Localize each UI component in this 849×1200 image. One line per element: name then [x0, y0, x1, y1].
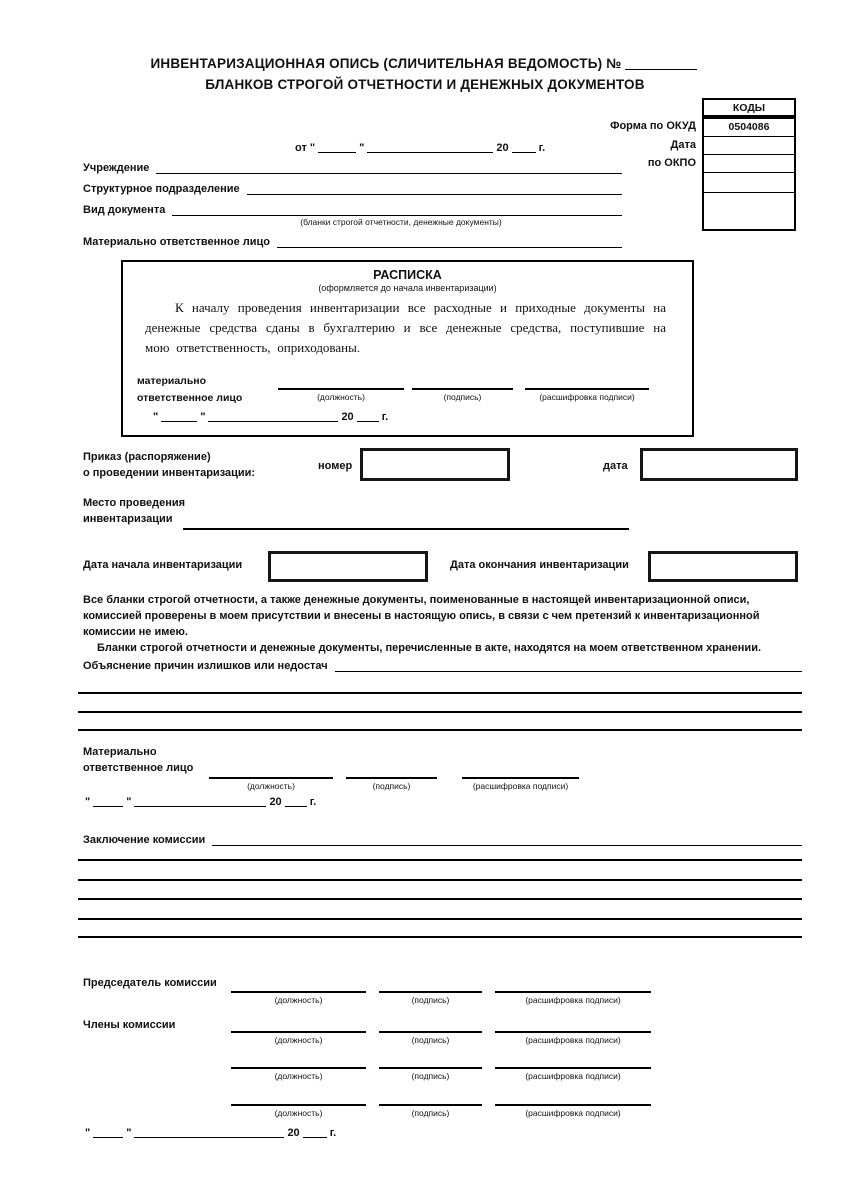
post-line[interactable]: [231, 1090, 366, 1106]
post-caption: (должность): [274, 1035, 323, 1045]
post-line[interactable]: [209, 763, 333, 779]
receipt-date-line: [153, 410, 388, 423]
post-caption: (должность): [274, 995, 323, 1005]
name-caption: (расшифровка подписи): [472, 781, 569, 791]
doc-type-row: [83, 200, 622, 216]
name-caption: (расшифровка подписи): [539, 392, 635, 402]
chairman-sig-sign: [379, 977, 482, 1005]
responsible2-label: [83, 745, 193, 777]
conclusion-field[interactable]: [212, 830, 802, 846]
receipt-sig-post: [278, 374, 404, 402]
year-blank[interactable]: [512, 141, 536, 153]
name-line[interactable]: [495, 1090, 651, 1106]
month-blank[interactable]: [367, 141, 493, 153]
responsible2-sig-name: [462, 763, 579, 791]
okpo-code-cell[interactable]: [704, 155, 794, 173]
name-caption: (расшифровка подписи): [525, 1108, 621, 1118]
explanation-field[interactable]: [335, 656, 802, 672]
member1-sig-sign: [379, 1017, 482, 1045]
chairman-label: Председатель комиссии: [83, 977, 217, 989]
year-blank[interactable]: [357, 410, 379, 422]
responsible2-date-line: [85, 795, 316, 808]
receipt-resp-line1: материально: [137, 375, 207, 387]
department-row: [83, 179, 622, 195]
member2-sig-name: [495, 1053, 651, 1081]
receipt-sign-line[interactable]: [412, 374, 513, 390]
institution-row: [83, 158, 622, 174]
department-label: Структурное подразделение: [83, 183, 240, 195]
institution-label: Учреждение: [83, 162, 150, 174]
codes-header: КОДЫ: [702, 98, 796, 117]
bottom-date-line: [85, 1126, 336, 1139]
responsible2-sig-post: [209, 763, 333, 791]
post-caption: (должность): [274, 1071, 323, 1081]
member2-sig-post: [231, 1053, 366, 1081]
receipt-title: РАСПИСКА: [373, 268, 442, 282]
responsible2-line1: Материально: [83, 746, 157, 758]
day-blank[interactable]: [93, 795, 123, 807]
members-label: Члены комиссии: [83, 1019, 176, 1031]
name-caption: (расшифровка подписи): [525, 1071, 621, 1081]
place-label-line2: инвентаризации: [83, 512, 173, 525]
okud-label: Форма по ОКУД: [610, 120, 696, 132]
close-quote: ": [126, 796, 132, 808]
explanation-line-2[interactable]: [78, 711, 802, 713]
start-date-box[interactable]: [268, 551, 428, 582]
name-caption: (расшифровка подписи): [525, 1035, 621, 1045]
document-date-line: [295, 141, 545, 154]
receipt-body: К началу проведения инвентаризации все расходные и приходные документы на денежные средства сданы в бухгалтерию и все денежные средства, поступившие на мою ответственность, оприходованы.: [145, 300, 666, 356]
member3-sig-post: [231, 1090, 366, 1118]
responsible-label: Материально ответственное лицо: [83, 236, 271, 248]
receipt-subtitle: (оформляется до начала инвентаризации): [318, 283, 497, 293]
year-suffix: г.: [329, 1127, 337, 1139]
explanation-line-1[interactable]: [78, 692, 802, 694]
day-blank[interactable]: [318, 141, 356, 153]
name-line[interactable]: [462, 763, 579, 779]
place-field[interactable]: [183, 512, 629, 530]
conclusion-line-5[interactable]: [78, 936, 802, 938]
year-prefix: 20: [269, 796, 282, 808]
month-blank[interactable]: [208, 410, 338, 422]
order-date-box[interactable]: [640, 448, 798, 481]
year-blank[interactable]: [303, 1126, 327, 1138]
receipt-sig-name: [525, 374, 649, 402]
year-suffix: г.: [538, 142, 546, 154]
receipt-responsible-label: [137, 373, 242, 407]
sign-caption: (подпись): [443, 392, 482, 402]
day-blank[interactable]: [93, 1126, 123, 1138]
year-blank[interactable]: [285, 795, 307, 807]
form-title-text: ИНВЕНТАРИЗАЦИОННАЯ ОПИСЬ (СЛИЧИТЕЛЬНАЯ ВЕДОМОСТЬ) №: [150, 56, 622, 71]
form-number-blank[interactable]: [625, 58, 697, 70]
post-caption: (должность): [317, 392, 365, 402]
open-quote: ": [153, 411, 159, 423]
conclusion-line-1[interactable]: [78, 859, 802, 861]
name-line[interactable]: [495, 1053, 651, 1069]
close-quote: ": [359, 142, 365, 154]
close-quote: ": [126, 1127, 132, 1139]
explanation-label: Объяснение причин излишков или недостач: [83, 660, 328, 672]
open-quote: ": [309, 142, 316, 154]
member3-sig-name: [495, 1090, 651, 1118]
extra-code-cell[interactable]: [704, 173, 794, 193]
member1-sig-name: [495, 1017, 651, 1045]
sign-caption: (подпись): [411, 1108, 450, 1118]
ot-label: от: [295, 142, 307, 154]
form-title-line2: БЛАНКОВ СТРОГОЙ ОТЧЕТНОСТИ И ДЕНЕЖНЫХ ДОКУМЕНТОВ: [205, 77, 645, 92]
year-prefix: 20: [496, 142, 509, 154]
end-date-box[interactable]: [648, 551, 798, 582]
codes-table: [702, 98, 796, 231]
name-caption: (расшифровка подписи): [525, 995, 621, 1005]
sign-caption: (подпись): [411, 1035, 450, 1045]
date-code-cell[interactable]: [704, 137, 794, 155]
order-date-label: дата: [603, 460, 628, 472]
conclusion-line-3[interactable]: [78, 898, 802, 900]
name-line[interactable]: [495, 977, 651, 993]
institution-field[interactable]: [156, 158, 622, 174]
receipt-sig-sign: [412, 374, 513, 402]
explanation-line-3[interactable]: [78, 729, 802, 731]
responsible-field[interactable]: [277, 232, 622, 248]
year-suffix: г.: [381, 411, 389, 423]
close-quote: ": [200, 411, 206, 423]
receipt-box: [121, 260, 694, 437]
member3-sig-sign: [379, 1090, 482, 1118]
post-caption: (должность): [274, 1108, 323, 1118]
post-line[interactable]: [231, 1053, 366, 1069]
chairman-sig-name: [495, 977, 651, 1005]
sign-line[interactable]: [379, 1017, 482, 1033]
year-suffix: г.: [309, 796, 317, 808]
date-code-label: Дата: [670, 139, 696, 151]
doc-type-hint: (бланки строгой отчетности, денежные документы): [300, 217, 502, 227]
receipt-resp-line2: ответственное лицо: [137, 391, 243, 404]
sign-line[interactable]: [379, 977, 482, 993]
okud-value-cell: 0504086: [704, 119, 794, 137]
sign-caption: (подпись): [411, 995, 450, 1005]
statement-p2: Бланки строгой отчетности и денежные документы, перечисленные в акте, находятся на моем ответственном хранении.: [97, 641, 762, 654]
year-prefix: 20: [287, 1127, 300, 1139]
name-line[interactable]: [495, 1017, 651, 1033]
form-title-line1: [95, 56, 755, 71]
sign-line[interactable]: [379, 1053, 482, 1069]
place-label-line1: Место проведения: [83, 497, 186, 509]
post-line[interactable]: [231, 977, 366, 993]
extra-code-cell-tall[interactable]: [704, 193, 794, 229]
conclusion-line-2[interactable]: [78, 879, 802, 881]
receipt-post-line[interactable]: [278, 374, 404, 390]
start-date-label: Дата начала инвентаризации: [83, 559, 243, 571]
place-label: [83, 496, 185, 528]
receipt-name-line[interactable]: [525, 374, 649, 390]
order-number-box[interactable]: [360, 448, 510, 481]
department-field[interactable]: [247, 179, 622, 195]
sign-caption: (подпись): [411, 1071, 450, 1081]
order-label-line2: о проведении инвентаризации:: [83, 466, 256, 479]
order-number-label: номер: [318, 460, 353, 472]
month-blank[interactable]: [134, 1126, 284, 1138]
post-caption: (должность): [247, 781, 295, 791]
responsible2-sig-sign: [346, 763, 437, 791]
sign-line[interactable]: [346, 763, 437, 779]
post-line[interactable]: [231, 1017, 366, 1033]
responsible2-line2: ответственное лицо: [83, 761, 194, 774]
explanation-row: [83, 656, 802, 672]
chairman-sig-post: [231, 977, 366, 1005]
sign-line[interactable]: [379, 1090, 482, 1106]
year-prefix: 20: [341, 411, 354, 423]
open-quote: ": [85, 796, 91, 808]
end-date-label: Дата окончания инвентаризации: [450, 559, 629, 571]
sign-caption: (подпись): [372, 781, 411, 791]
doc-type-field[interactable]: [172, 200, 622, 216]
day-blank[interactable]: [161, 410, 197, 422]
conclusion-line-4[interactable]: [78, 918, 802, 920]
order-label-line1: Приказ (распоряжение): [83, 451, 211, 463]
open-quote: ": [85, 1127, 91, 1139]
member1-sig-post: [231, 1017, 366, 1045]
order-label: [83, 450, 255, 482]
conclusion-row: [83, 830, 802, 846]
okpo-label: по ОКПО: [647, 157, 696, 169]
statement-text: [83, 593, 803, 657]
responsible-row: [83, 232, 622, 248]
doc-type-label: Вид документа: [83, 204, 166, 216]
month-blank[interactable]: [134, 795, 266, 807]
conclusion-label: Заключение комиссии: [83, 834, 206, 846]
statement-p1: Все бланки строгой отчетности, а также денежные документы, поименованные в настоящей инвентаризационной описи, комиссией проверены в моем присутствии и внесены в настоящую опись, в связи с чем претензий к инвентаризационной комиссии не имею.: [83, 594, 760, 638]
member2-sig-sign: [379, 1053, 482, 1081]
